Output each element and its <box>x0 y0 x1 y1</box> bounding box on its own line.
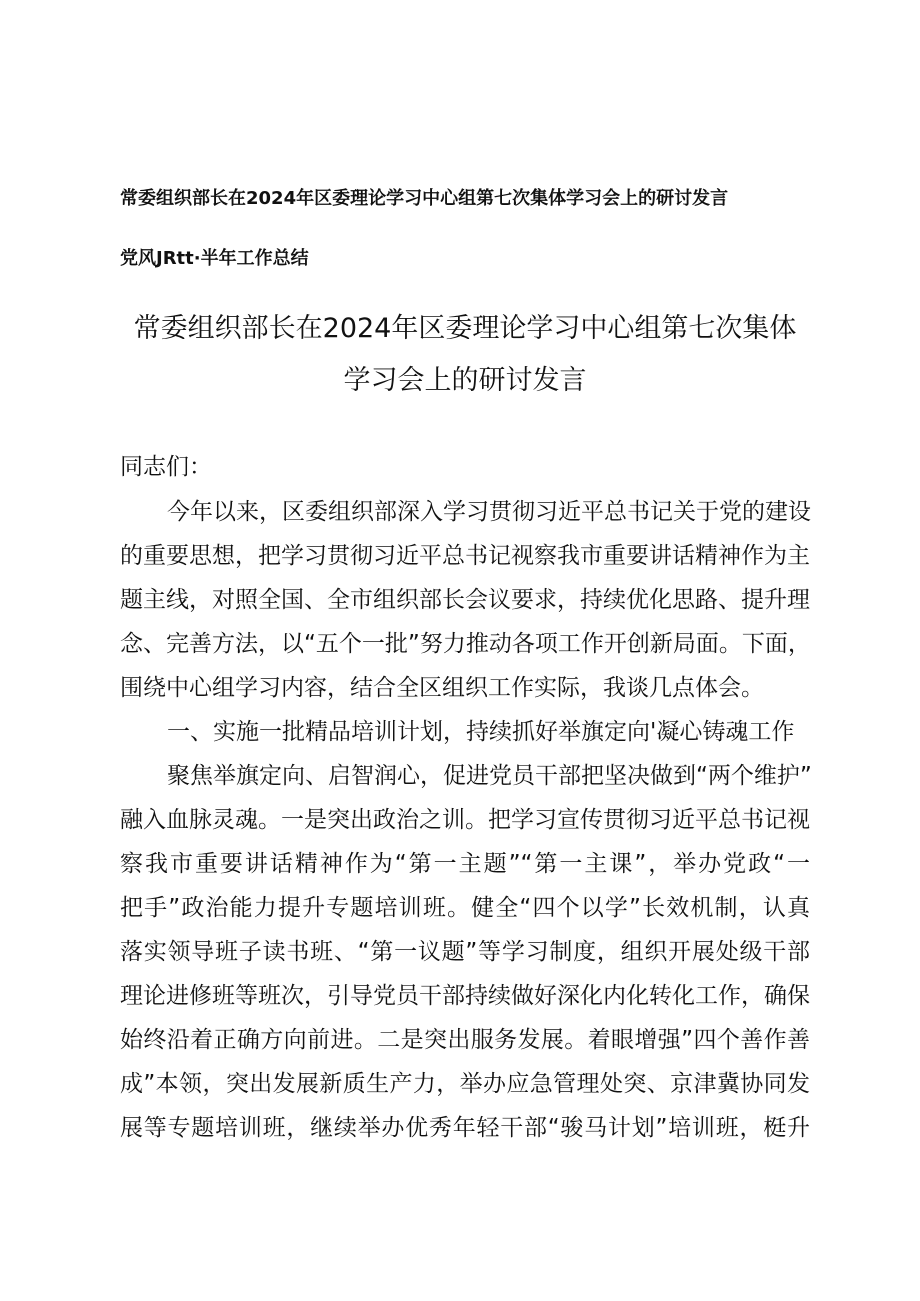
body-line: 成”本领，突出发展新质生产力，举办应急管理处突、京津冀协同发 <box>120 1071 810 1097</box>
body-line: 察我市重要讲话精神作为“第一主题”“第一主课”，举办党政“一 <box>120 851 810 877</box>
body-line: 落实领导班子读书班、“第一议题”等学习制度，组织开展处级干部 <box>120 939 810 965</box>
body-line: 今年以来，区委组织部深入学习贯彻习近平总书记关于党的建设 <box>167 499 811 525</box>
body-line: 的重要思想，把学习贯彻习近平总书记视察我市重要讲话精神作为主 <box>120 543 810 569</box>
body-line: 始终沿着正确方向前进。二是突出服务发展。着眼增强”四个善作善 <box>120 1027 810 1053</box>
toc-entry-speech[interactable]: 常委组织部长在2024年区委理论学习中心组第七次集体学习会上的研讨发言 <box>120 188 729 209</box>
toc-entry-summary[interactable]: 党风JRtt·半年工作总结 <box>120 248 309 269</box>
document-title-line-2: 学习会上的研讨发言 <box>343 365 587 396</box>
body-line: 融入血脉灵魂。一是突出政治之训。把学习宣传贯彻习近平总书记视 <box>120 807 810 833</box>
body-line: 围绕中心组学习内容，结合全区组织工作实际，我谈几点体会。 <box>120 675 764 701</box>
body-line: 把手”政治能力提升专题培训班。健全“四个以学”长效机制，认真 <box>120 895 810 921</box>
section-heading: 一、实施一批精品培训计划，持续抓好举旗定向'凝心铸魂工作 <box>167 719 795 745</box>
salutation: 同志们： <box>120 454 212 480</box>
body-line: 聚焦举旗定向、启智润心，促进党员干部把坚决做到“两个维护” <box>167 763 812 789</box>
body-line: 理论进修班等班次，引导党员干部持续做好深化内化转化工作，确保 <box>120 983 810 1009</box>
body-line: 题主线，对照全国、全市组织部长会议要求，持续优化思路、提升理 <box>120 587 810 613</box>
document-title-line-1: 常委组织部长在2024年区委理论学习中心组第七次集体 <box>133 313 797 344</box>
body-line: 展等专题培训班，继续举办优秀年轻干部“骏马计划”培训班，梃升 <box>120 1115 810 1141</box>
body-line: 念、完善方法，以“五个一批”努力推动各项工作开创新局面。下面， <box>120 631 811 657</box>
